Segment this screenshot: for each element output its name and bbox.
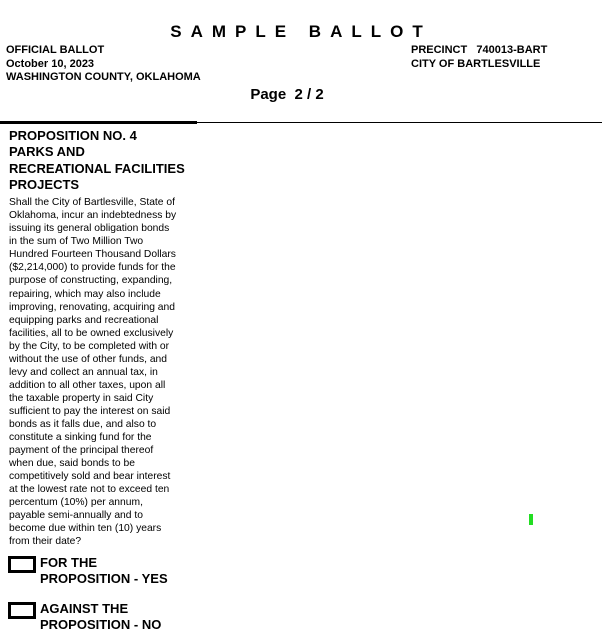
proposition-text-line: at the lowest rate not to exceed ten: [9, 484, 170, 496]
option-yes-line2: PROPOSITION - YES: [40, 571, 168, 586]
proposition-title-line: PARKS AND: [9, 144, 85, 160]
proposition-text-line: in the sum of Two Million Two: [9, 236, 144, 248]
ballot-title: SAMPLE BALLOT: [170, 22, 432, 41]
option-no-label: [40, 601, 200, 633]
precinct-label: PRECINCT 740013-BART: [411, 44, 548, 56]
proposition-text-line: Hundred Fourteen Thousand Dollars: [9, 249, 176, 261]
proposition-title-line: PROJECTS: [9, 176, 80, 192]
green-marker: [529, 514, 533, 525]
proposition-text-line: competitively sold and bear interest: [9, 471, 171, 483]
option-yes-line1: FOR THE: [40, 555, 98, 570]
option-no-line2: PROPOSITION - NO: [40, 617, 162, 632]
proposition-text-line: when due, said bonds to be: [9, 458, 135, 470]
proposition-text-line: levy and collect an annual tax, in: [9, 366, 158, 378]
proposition-text-line: issuing its general obligation bonds: [9, 223, 170, 235]
proposition-column: [9, 128, 199, 548]
proposition-text-line: payable semi-annually and to: [9, 510, 143, 522]
proposition-text-line: improving, renovating, acquiring and: [9, 301, 175, 313]
precinct-info: [411, 44, 547, 71]
proposition-text-line: without the use of other funds, and: [9, 353, 167, 365]
county-name: WASHINGTON COUNTY, OKLAHOMA: [6, 71, 201, 83]
proposition-text-line: repairing, which may also include: [9, 288, 161, 300]
proposition-text-line: become due within ten (10) years: [9, 523, 162, 535]
proposition-text-line: purpose of constructing, expanding,: [9, 275, 173, 287]
proposition-text-line: constitute a sinking fund for the: [9, 432, 152, 444]
page-indicator: Page 2 / 2: [250, 86, 324, 103]
proposition-text-line: addition to all other taxes, upon all: [9, 379, 166, 391]
proposition-text-line: percentum (10%) per annum,: [9, 497, 143, 509]
city-name: CITY OF BARTLESVILLE: [411, 57, 541, 70]
official-ballot-label: OFFICIAL BALLOT: [6, 44, 105, 56]
proposition-text-line: the taxable property in said City: [9, 392, 154, 404]
proposition-text-line: Oklahoma, incur an indebtedness by: [9, 210, 177, 222]
proposition-text-line: sufficient to pay the interest on said: [9, 405, 171, 417]
ballot-info: [6, 44, 201, 85]
vote-oval-yes[interactable]: [8, 556, 36, 573]
proposition-title-line: PROPOSITION NO. 4: [9, 128, 137, 143]
proposition-title-line: RECREATIONAL FACILITIES: [9, 160, 185, 176]
proposition-text-line: facilities, all to be owned exclusively: [9, 327, 174, 339]
proposition-title: [9, 128, 199, 193]
option-yes-label: [40, 555, 200, 587]
proposition-text-line: by the City, to be completed with or: [9, 340, 170, 352]
proposition-text-line: ($2,214,000) to provide funds for the: [9, 262, 176, 274]
proposition-text-line: Shall the City of Bartlesville, State of: [9, 197, 175, 209]
vote-oval-no[interactable]: [8, 602, 36, 619]
proposition-text-line: from their date?: [9, 536, 82, 548]
column-top-bar: [0, 121, 197, 124]
proposition-text-line: payment of the principal thereof: [9, 445, 154, 457]
proposition-text-line: equipping parks and recreational: [9, 314, 159, 326]
election-date: October 10, 2023: [6, 57, 95, 70]
option-no-line1: AGAINST THE: [40, 601, 129, 616]
proposition-text-line: bonds as it falls due, and also to: [9, 418, 157, 430]
proposition-text: [9, 196, 199, 548]
